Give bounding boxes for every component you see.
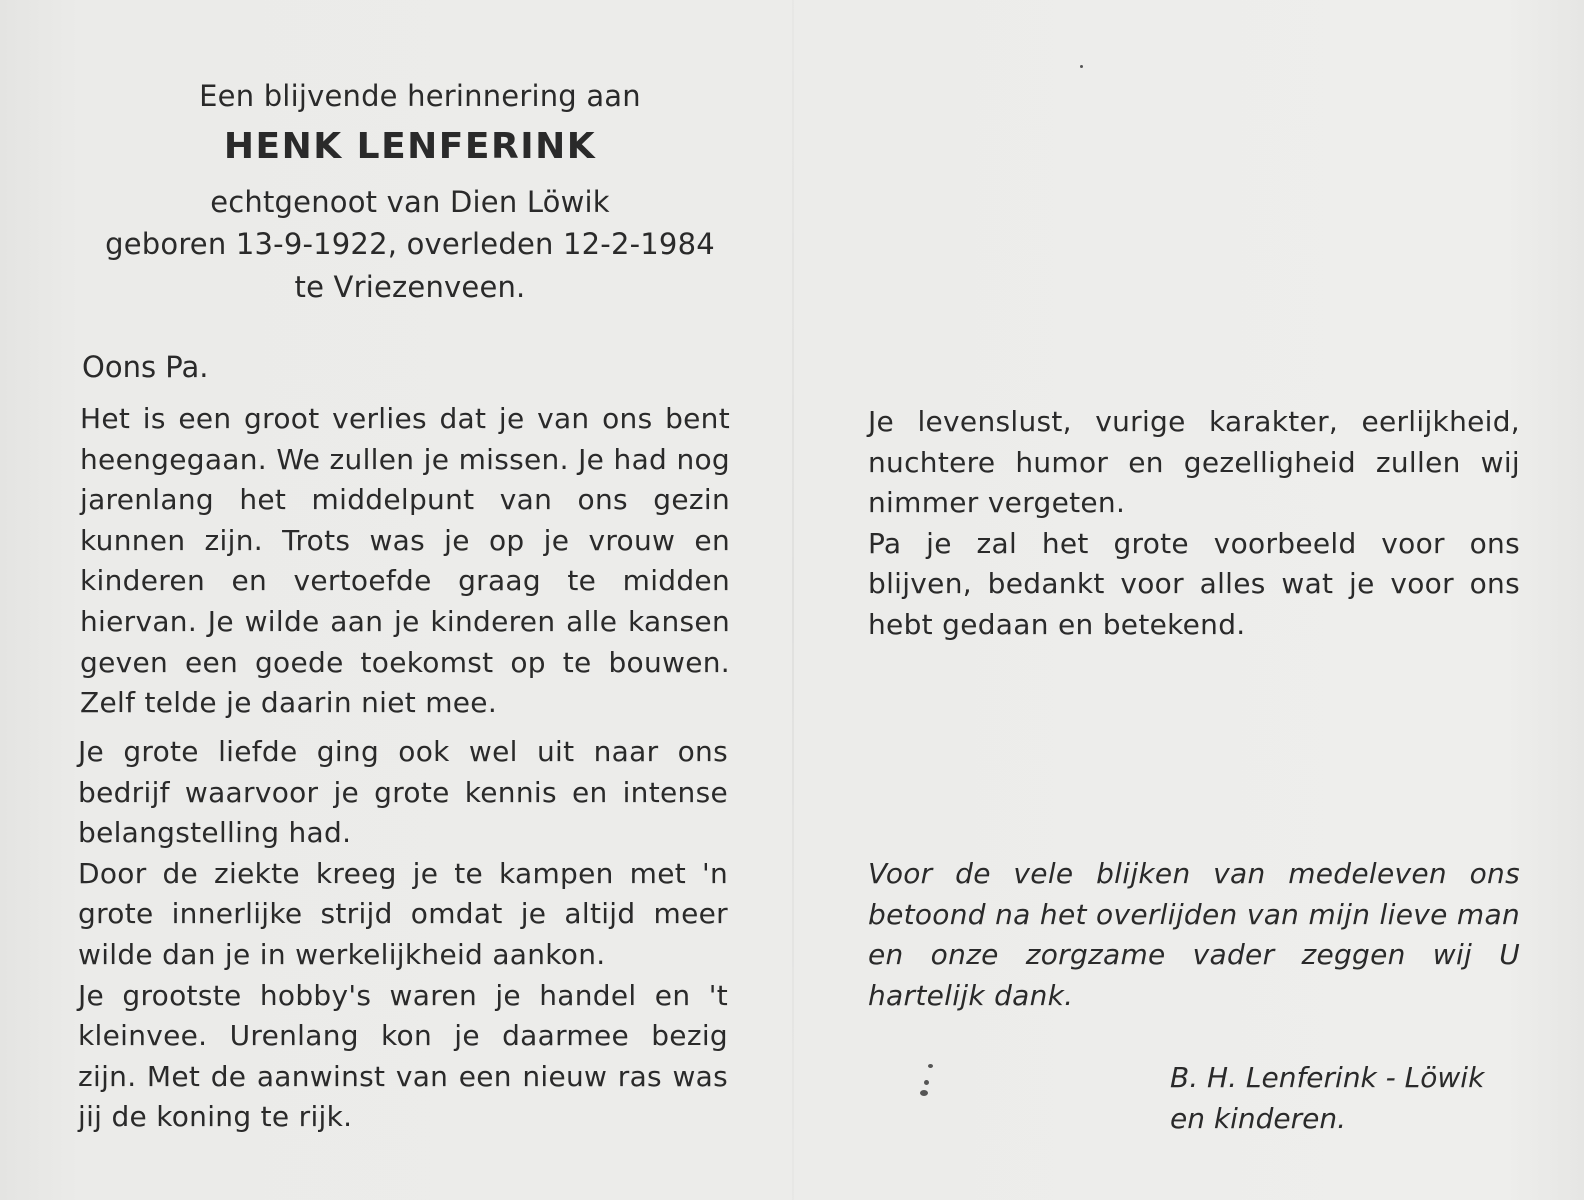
right-panel	[794, 0, 1584, 1200]
print-speck	[924, 1080, 929, 1085]
left-paragraph-2: Je grote liefde ging ook wel uit naar ons bedrijf waarvoor je grote kennis en intense belangstelling had.	[78, 735, 728, 850]
intro-text: Een blijvende herinnering aan	[199, 79, 641, 113]
left-paragraph-group-2	[78, 732, 728, 1138]
right-paragraph-1: Je levenslust, vurige karakter, eerlijkheid, nuchtere humor en gezelligheid zullen wij nimmer vergeten.	[868, 405, 1520, 520]
left-paragraph-4: Je grootste hobby's waren je handel en 't kleinvee. Urenlang kon je daarmee bezig zijn. Met de aanwinst van een nieuw ras was jij de koning te rijk.	[78, 978, 728, 1134]
print-speck	[928, 1064, 933, 1068]
signature	[1170, 1058, 1522, 1139]
left-paragraph-1: Het is een groot verlies dat je van ons bent heengegaan. We zullen je missen. Je had nog jarenlang het middelpunt van ons gezin kunnen zijn. Trots was je op je vrouw en kinderen en vertoefde graag te midden hiervan. Je wilde aan je kinderen alle kansen geven een goede toekomst op te bouwen. Zelf telde je daarin niet mee.	[80, 402, 730, 720]
thanks-paragraph: Voor de vele blijken van medeleven ons betoond na het overlijden van mijn lieve man en onze zorgzame vader zeggen wij U hartelijk dank.	[868, 857, 1520, 1012]
print-speck	[920, 1090, 928, 1096]
left-paragraph-3: Door de ziekte kreeg je te kampen met 'n grote innerlijke strijd omdat je altijd meer wilde dan je in werkelijkheid aankon.	[78, 856, 728, 971]
signature-name: B. H. Lenferink - Löwik	[1170, 1061, 1485, 1094]
place-line: te Vriezenveen.	[294, 270, 526, 304]
left-paragraph-group-1	[80, 399, 730, 724]
print-speck	[1080, 65, 1083, 68]
right-paragraph-2: Pa je zal het grote voorbeeld voor ons blijven, bedankt voor alles wat je voor ons hebt gedaan en betekend.	[868, 526, 1520, 641]
salutation: Oons Pa.	[82, 350, 209, 384]
spouse-line: echtgenoot van Dien Löwik	[210, 185, 610, 219]
right-paragraph-group-1	[868, 402, 1520, 646]
deceased-name: HENK LENFERINK	[223, 126, 597, 167]
signature-family: en kinderen.	[1170, 1101, 1346, 1135]
dates-line: geboren 13-9-1922, overleden 12-2-1984	[105, 227, 715, 261]
